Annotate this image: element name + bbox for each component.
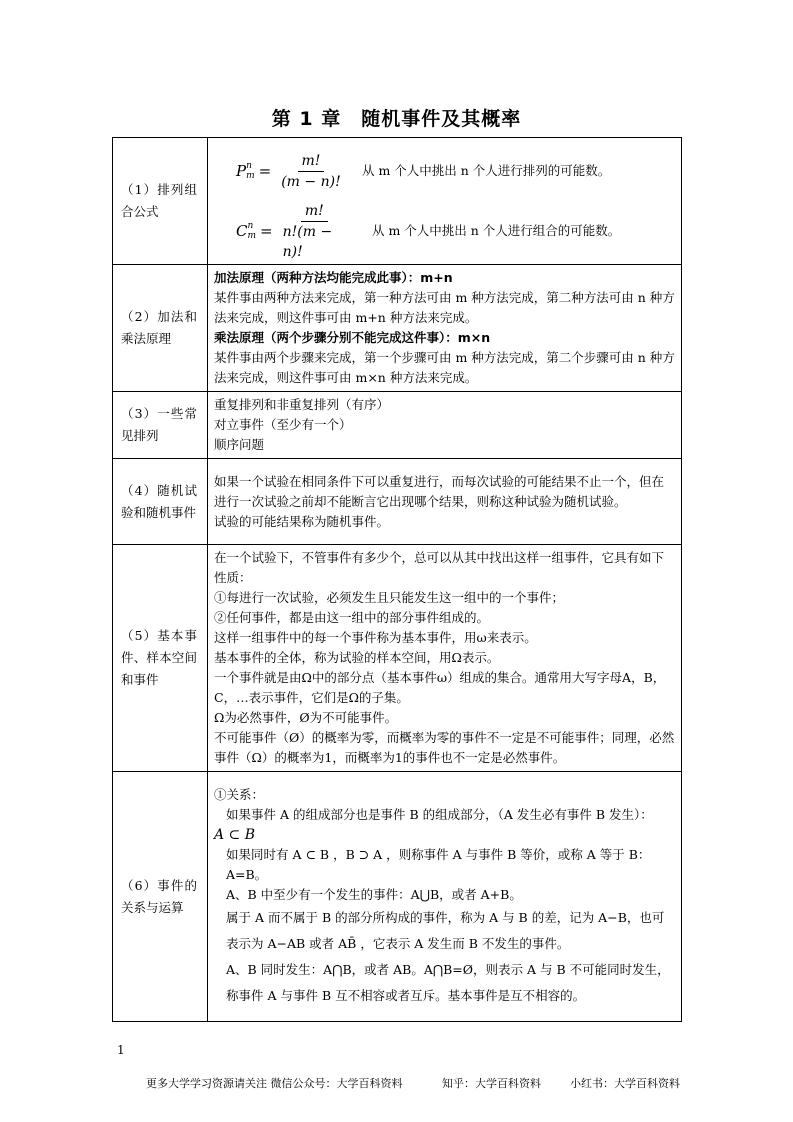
- table-row: [113, 459, 682, 545]
- row-label: （1）排列组合公式: [113, 138, 208, 265]
- row-content: 加法原理（两种方法均能完成此事）：m+n 某件事由两种方法来完成，第一种方法可由 m 种方法完成，第二种方法可由 n 种方法来完成，则这件事可由 m+n 种方法来完成。 乘法原理（两个步骤分别不能完成这件事）：m×n 某件事由两个步骤来完成，第一个步骤可由 m 种方法完成，第二个步骤可由 n 种方法来完成，则这件事可由 m×n 种方法来完成。: [208, 265, 682, 392]
- multiplication-principle-heading: 乘法原理（两个步骤分别不能完成这件事）：m×n: [214, 330, 491, 345]
- footer-xiaohongshu: 小红书：大学百科资料: [570, 1077, 680, 1090]
- combination-formula: C n m = $\frac{m!}{n!(m - n)!}$ 从 m 个人中挑出 n 个人进行组合的可能数。: [236, 202, 621, 260]
- row-content: 如果一个试验在相同条件下可以重复进行，而每次试验的可能结果不止一个，但在进行一次试验之前却不能断言它出现哪个结果，则称这种试验为随机试验。 试验的可能结果称为随机事件。: [208, 459, 682, 545]
- content-table: [112, 137, 682, 1022]
- table-row: [113, 265, 682, 392]
- row-content: 在一个试验下，不管事件有多少个，总可以从其中找出这样一组事件，它具有如下性质： ①每进行一次试验，必须发生且只能发生这一组中的一个事件； ②任何事件，都是由这一组中的部分事件组成的。 这样一组事件中的每一个事件称为基本事件，用ω来表示。 基本事件的全体，称为试验的样本空间，用Ω表示。 一个事件就是由Ω中的部分点（基本事件ω）组成的集合。通常用大写字母A，B，C，…表示事件，它们是Ω的子集。 Ω为必然事件，Ø为不可能事件。 不可能事件（Ø）的概率为零，而概率为零的事件不一定是不可能事件；同理，必然事件（Ω）的概率为1，而概率为1的事件也不一定是必然事件。: [208, 545, 682, 772]
- row-content: ①关系： 如果事件 A 的组成部分也是事件 B 的组成部分，（A 发生必有事件 B 发生）： A ⊂ B 如果同时有 A ⊂ B ，B ⊃ A ，则称事件 A 与事件 B 等价，或称 A 等于 B：A=B。 A、B 中至少有一个发生的事件：A⋃B，或者 A+B。 属于 A 而不属于 B 的部分所构成的事件，称为 A 与 B 的差，记为 A−B，也可表示为 A−AB 或者 AB̄ ，它表示 A 发生而 B 不发生的事件。 A、B 同时发生：A⋂B，或者 AB。A⋂B=Ø，则表示 A 与 B 不可能同时发生，称事件 A 与事件 B 互不相容或者互斥。基本事件是互不相容的。: [208, 772, 682, 1022]
- row-label: （4）随机试验和随机事件: [113, 459, 208, 545]
- row-label: （6）事件的关系与运算: [113, 772, 208, 1022]
- addition-principle-heading: 加法原理（两种方法均能完成此事）：m+n: [214, 270, 453, 285]
- footer-zhihu: 知乎：大学百科资料: [442, 1077, 541, 1090]
- permutation-formula: P n m = $\frac{m!}{(m - n)!}$ 从 m 个人中挑出 n 个人进行排列的可能数。: [236, 152, 611, 190]
- row-label: （5）基本事件、样本空间和事件: [113, 545, 208, 772]
- footer-wechat: 更多大学学习资源请关注 微信公众号：大学百科资料: [146, 1077, 403, 1090]
- table-row: [113, 772, 682, 1022]
- table-row: [113, 138, 682, 265]
- row-content: 重复排列和非重复排列（有序） 对立事件（至少有一个） 顺序问题: [208, 392, 682, 459]
- row-label: （3）一些常见排列: [113, 392, 208, 459]
- row-content: [208, 138, 682, 265]
- page-number: 1: [117, 1043, 125, 1057]
- table-row: [113, 392, 682, 459]
- page-title: 第 1 章 随机事件及其概率: [271, 108, 522, 130]
- row-label: （2）加法和乘法原理: [113, 265, 208, 392]
- table-row: [113, 545, 682, 772]
